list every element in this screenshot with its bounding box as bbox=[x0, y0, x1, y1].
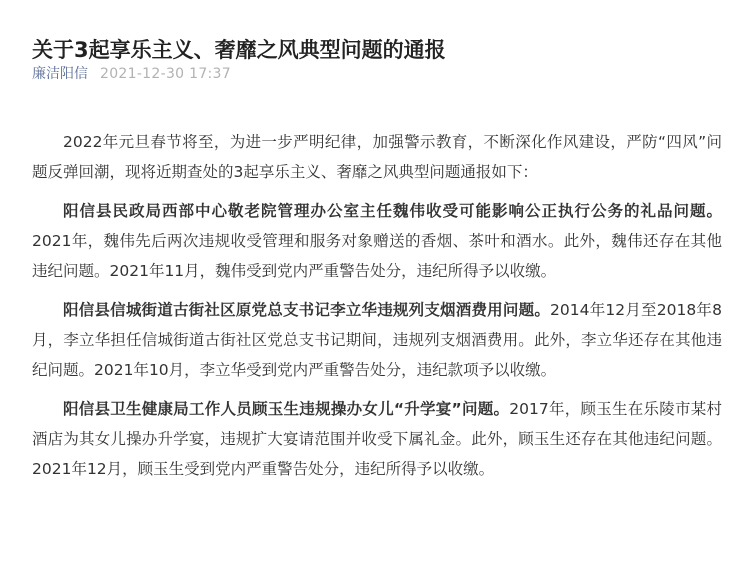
case-headline: 阳信县卫生健康局工作人员顾玉生违规操办女儿“升学宴”问题。 bbox=[63, 400, 510, 418]
account-name-link[interactable]: 廉洁阳信 bbox=[32, 66, 88, 82]
article-title: 关于3起享乐主义、奢靡之风典型问题的通报 bbox=[32, 38, 446, 63]
intro-paragraph: 2022年元旦春节将至，为进一步严明纪律，加强警示教育，不断深化作风建设，严防“四风”问题反弹回潮，现将近期查处的3起享乐主义、奢靡之风典型问题通报如下： bbox=[32, 133, 722, 181]
case-paragraph bbox=[32, 196, 722, 286]
case-headline: 阳信县民政局西部中心敬老院管理办公室主任魏伟收受可能影响公正执行公务的礼品问题。 bbox=[63, 202, 722, 220]
publish-time: 2021-12-30 17:37 bbox=[100, 66, 231, 82]
article-body bbox=[32, 127, 722, 484]
case-details: 2017年，顾玉生在乐陵市某村酒店为其女儿操办升学宴，违规扩大宴请范围并收受下属礼金。此外，顾玉生还存在其他违纪问题。2021年12月，顾玉生受到党内严重警告处分，违纪所得予以收缴。 bbox=[32, 400, 722, 478]
case-details: 2014年12月至2018年8月，李立华担任信城街道古街社区党总支书记期间，违规列支烟酒费用。此外，李立华还存在其他违纪问题。2021年10月，李立华受到党内严重警告处分，违纪款项予以收缴。 bbox=[32, 301, 722, 379]
case-paragraph bbox=[32, 394, 722, 484]
article-meta bbox=[32, 64, 231, 84]
case-paragraph bbox=[32, 295, 722, 385]
case-headline: 阳信县信城街道古街社区原党总支书记李立华违规列支烟酒费用问题。 bbox=[63, 301, 551, 319]
case-details: 2021年，魏伟先后两次违规收受管理和服务对象赠送的香烟、茶叶和酒水。此外，魏伟还存在其他违纪问题。2021年11月，魏伟受到党内严重警告处分，违纪所得予以收缴。 bbox=[32, 232, 722, 280]
